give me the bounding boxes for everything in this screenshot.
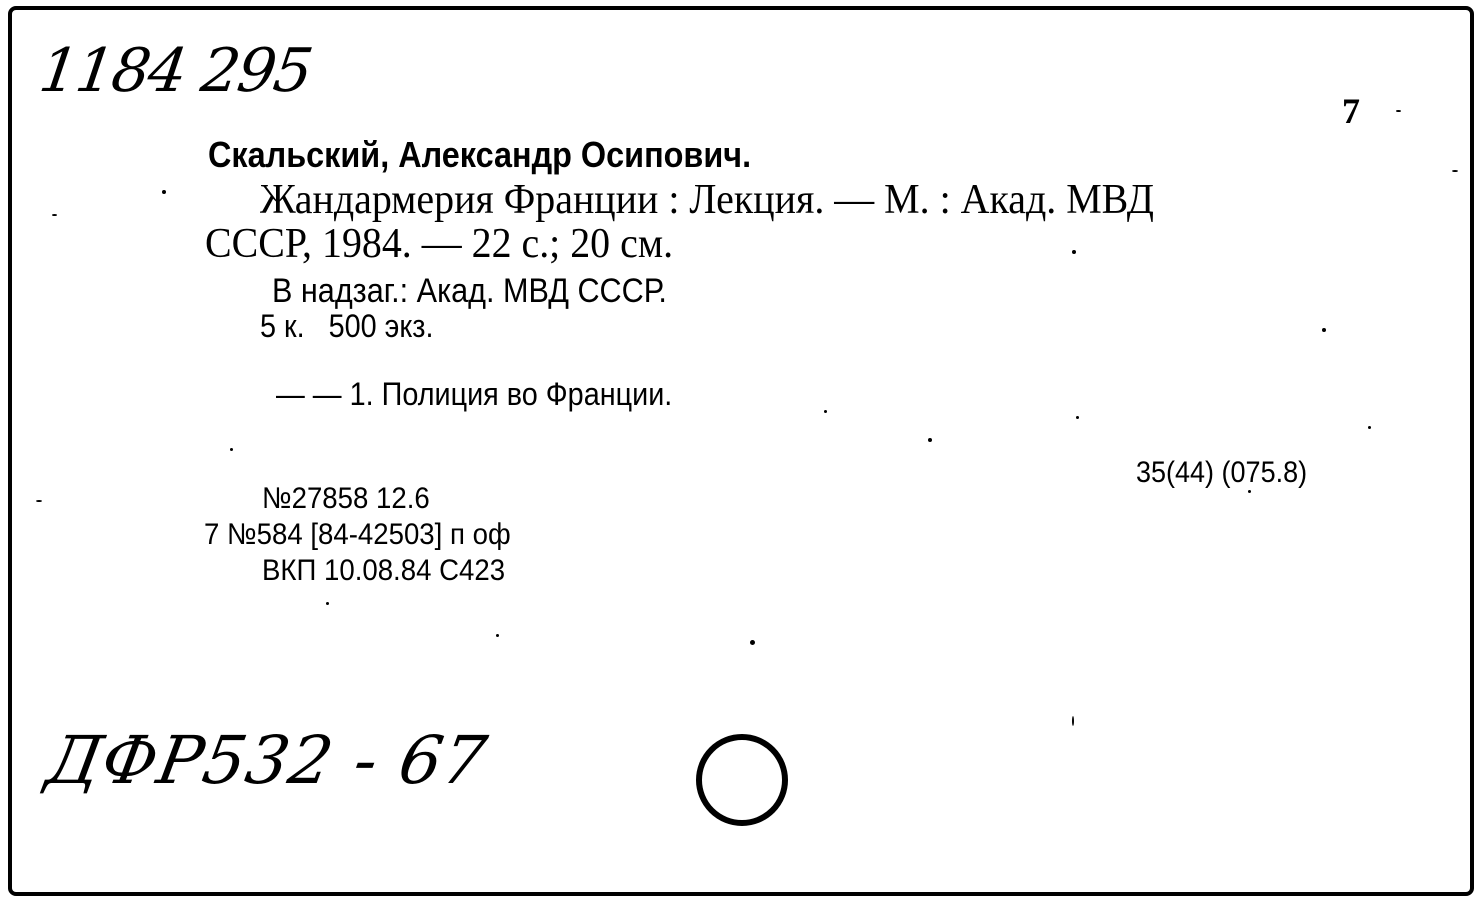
scan-speck	[1248, 490, 1251, 493]
catalog-card	[8, 6, 1474, 896]
tech-info-line-2: 7 №584 [84-42503] п оф	[204, 518, 511, 551]
scan-speck	[750, 640, 755, 645]
scan-speck	[1396, 110, 1401, 112]
scan-speck	[326, 602, 329, 605]
classification-index: 35(44) (075.8)	[1136, 456, 1308, 489]
tech-info-line-1: №27858 12.6	[262, 482, 430, 515]
scan-speck	[1368, 426, 1371, 429]
tech-info-line-3: ВКП 10.08.84 С423	[262, 554, 506, 587]
scan-speck	[496, 634, 499, 637]
scan-speck	[1072, 716, 1074, 726]
circle-mark	[696, 734, 788, 826]
scan-speck	[1076, 416, 1079, 419]
scan-speck	[824, 410, 827, 413]
scan-speck	[230, 448, 233, 451]
note-line-2: 5 к. 500 экз.	[260, 308, 434, 344]
handwritten-shelf-mark: ДФР532 - 67	[41, 722, 493, 799]
scan-speck	[52, 214, 57, 216]
scan-speck	[36, 500, 42, 502]
author-heading: Скальский, Александр Осипович.	[208, 134, 752, 175]
corner-number: 7	[1342, 91, 1360, 131]
subject-heading: — — 1. Полиция во Франции.	[276, 376, 673, 412]
note-line-1: В надзаг.: Акад. МВД СССР.	[272, 272, 667, 310]
scan-speck	[162, 190, 166, 194]
handwritten-inventory-number: 1184 295	[35, 36, 316, 106]
scan-speck	[928, 438, 932, 442]
scan-speck	[1072, 250, 1076, 254]
scan-speck	[1452, 170, 1458, 172]
title-line-1: Жандармерия Франции : Лекция. — М. : Акад. МВД	[260, 177, 1154, 223]
scan-speck	[1322, 328, 1326, 332]
title-line-2: СССР, 1984. — 22 с.; 20 см.	[205, 221, 674, 267]
